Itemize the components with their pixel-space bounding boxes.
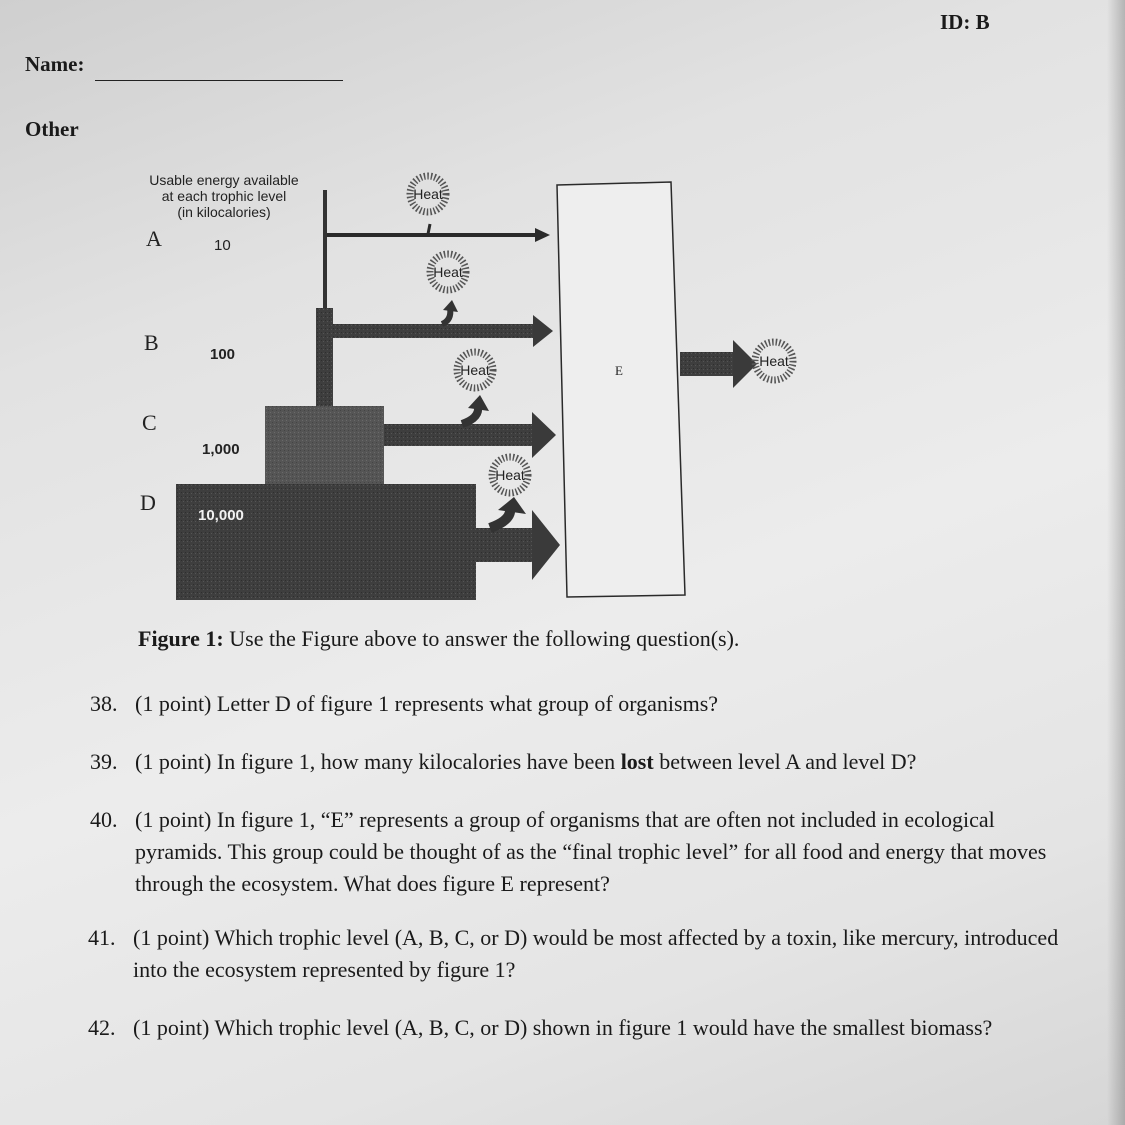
level-letter-d: D [140, 490, 156, 515]
caption-prefix: Figure 1: [138, 626, 224, 651]
worksheet-id: ID: B [940, 10, 990, 34]
level-letter-c: C [142, 410, 157, 435]
heat-label-b: Heat [433, 264, 463, 280]
heat-burst-e [755, 342, 793, 380]
question-number: 42. [88, 1015, 116, 1040]
heat-burst-c [457, 352, 493, 388]
name-label: Name: [25, 52, 85, 76]
axis-title-line-1: Usable energy available [149, 172, 299, 188]
question-number: 40. [90, 807, 118, 832]
name-field-line[interactable] [95, 80, 343, 81]
level-value-b: 100 [210, 346, 236, 363]
section-title: Other [25, 117, 79, 141]
level-c-bar [265, 406, 384, 484]
heat-burst-b [430, 254, 466, 290]
level-value-d: 10,000 [198, 507, 244, 524]
axis-title-line-2: at each trophic level [161, 188, 287, 204]
level-d-bar [176, 484, 476, 600]
energy-pyramid-figure [130, 160, 830, 620]
question-text: (1 point) Letter D of figure 1 represents what group of organisms? [135, 691, 719, 716]
emphasis-lost: lost [620, 749, 654, 774]
question-number: 38. [90, 691, 118, 716]
level-letter-b: B [144, 330, 159, 355]
arrow-c-to-e [384, 395, 556, 458]
decomposer-label: E [615, 363, 623, 378]
question-text: (1 point) In figure 1, “E” represents a group of organisms that are often not included in ecological pyramids. This group could be thought of as the “final trophic level” for all food and energy that moves through the ecosystem. What does figure E represent? [135, 807, 1047, 896]
caption-text: Use the Figure above to answer the following question(s). [229, 626, 740, 651]
heat-label-e: Heat [759, 353, 789, 369]
level-value-a: 10 [214, 237, 231, 254]
decomposer-box [557, 182, 685, 597]
question-number: 41. [88, 925, 116, 950]
heat-label-c: Heat [460, 362, 490, 378]
question-number: 39. [90, 749, 118, 774]
page-shadow-edge [1107, 0, 1125, 1125]
question-text: (1 point) Which trophic level (A, B, C, or D) shown in figure 1 would have the smallest biomass? [133, 1015, 993, 1040]
arrow-d-to-e [476, 497, 560, 580]
level-letter-a: A [146, 226, 162, 251]
arrow-e-to-heat [680, 340, 757, 388]
question-text: (1 point) In figure 1, how many kilocalories have been lost between level A and level D? [135, 749, 917, 774]
level-b-bar [316, 308, 333, 406]
heat-label-a: Heat [413, 186, 443, 202]
heat-burst-a [410, 176, 446, 212]
arrow-b-to-e [333, 300, 553, 347]
figure-caption [138, 626, 739, 652]
heat-label-d: Heat [495, 467, 525, 483]
level-value-c: 1,000 [202, 441, 240, 458]
arrow-a-to-e [327, 224, 550, 242]
question-text: (1 point) Which trophic level (A, B, C, or D) would be most affected by a toxin, like mercury, introduced into the ecosystem represented by figure 1? [133, 925, 1059, 982]
axis-title-line-3: (in kilocalories) [177, 204, 271, 220]
heat-burst-d [492, 457, 528, 493]
